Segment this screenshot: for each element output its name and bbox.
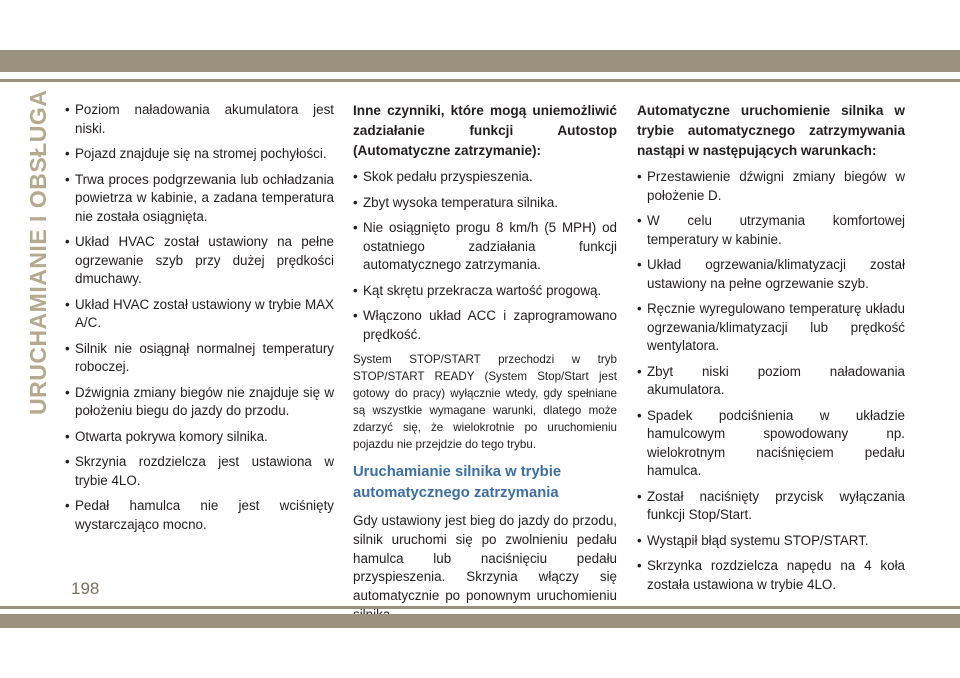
- list-item: • Przestawienie dźwigni zmiany biegów w położenie D.: [637, 168, 905, 205]
- list-item: • Nie osiągnięto progu 8 km/h (5 MPH) od ostatniego zadziałania funkcji automatycznego zatrzymania.: [353, 219, 617, 275]
- list-item: • Pojazd znajduje się na stromej pochyłości.: [65, 145, 334, 164]
- list-item: • Został naciśnięty przycisk wyłączania funkcji Stop/Start.: [637, 488, 905, 525]
- list-item: • Skrzynka rozdzielcza napędu na 4 koła została ustawiona w trybie 4LO.: [637, 557, 905, 594]
- list-item: • Wystąpił błąd systemu STOP/START.: [637, 532, 905, 551]
- section-heading: Uruchamianie silnika w trybie automatycznego zatrzymania: [353, 464, 562, 501]
- list-item: • Silnik nie osiągnął normalnej temperatury roboczej.: [65, 340, 334, 377]
- bottom-rule: [0, 606, 960, 609]
- list-item: • Zbyt niski poziom naładowania akumulatora.: [637, 363, 905, 400]
- list-item: • Pedał hamulca nie jest wciśnięty wystarczająco mocno.: [65, 497, 334, 534]
- list-item: • Poziom naładowania akumulatora jest niski.: [65, 101, 334, 138]
- list-item: • Zbyt wysoka temperatura silnika.: [353, 194, 617, 213]
- bottom-band: [0, 614, 960, 628]
- list-item: • Włączono układ ACC i zaprogramowano prędkość.: [353, 307, 617, 344]
- list-item: • Skok pedału przyspieszenia.: [353, 168, 617, 187]
- list-item: • W celu utrzymania komfortowej temperatury w kabinie.: [637, 212, 905, 249]
- system-note: System STOP/START przechodzi w tryb STOP/START READY (System Stop/Start jest gotowy do pracy) wyłącznie wtedy, gdy spełniane są wszystkie wymagane warunki, dlatego może zdarzyć się, że wielokrotnie po uruchomieniu pojazdu nie przejdzie do tego trybu.: [353, 353, 617, 451]
- auto-start-heading: Automatyczne uruchomienie silnika w trybie automatycznego zatrzymywania nastąpi w następujących warunkach:: [637, 103, 905, 158]
- list-item: • Otwarta pokrywa komory silnika.: [65, 428, 334, 447]
- list-item: • Kąt skrętu przekracza wartość progową.: [353, 282, 617, 301]
- conditions-heading: Inne czynniki, które mogą uniemożliwić zadziałanie funkcji Autostop (Automatyczne zatrzymanie):: [353, 103, 617, 158]
- column-2: [353, 101, 617, 625]
- section-side-title: URUCHAMIANIE I OBSŁUGA: [25, 89, 51, 415]
- list-item: • Układ HVAC został ustawiony na pełne ogrzewanie szyb przy dużej prędkości dmuchawy.: [65, 233, 334, 289]
- list-item: • Trwa proces podgrzewania lub ochładzania powietrza w kabinie, a zadana temperatura nie została osiągnięta.: [65, 171, 334, 227]
- body-paragraph: Gdy ustawiony jest bieg do jazdy do przodu, silnik uruchomi się po zwolnieniu pedału hamulca lub naciśnięciu pedału przyspieszenia. Skrzynia włączy się automatycznie po ponownym uruchomieniu: [353, 513, 617, 604]
- column-3: [637, 101, 905, 601]
- list-item: • Dźwignia zmiany biegów nie znajduje się w położeniu biegu do jazdy do przodu.: [65, 384, 334, 421]
- top-rule: [0, 79, 960, 82]
- list-item: • Układ ogrzewania/klimatyzacji został ustawiony na pełne ogrzewanie szyb.: [637, 256, 905, 293]
- column-1: [65, 101, 334, 541]
- list-item: • Spadek podciśnienia w układzie hamulcowym spowodowany np. wielokrotnym naciśnięciem pedału hamulca.: [637, 407, 905, 481]
- top-band: [0, 50, 960, 72]
- list-item: • Układ HVAC został ustawiony w trybie MAX A/C.: [65, 296, 334, 333]
- page-number: 198: [71, 579, 100, 598]
- list-item: • Skrzynia rozdzielcza jest ustawiona w trybie 4LO.: [65, 453, 334, 490]
- list-item: • Ręcznie wyregulowano temperaturę układu ogrzewania/klimatyzacji lub prędkość wentylatora.: [637, 300, 905, 356]
